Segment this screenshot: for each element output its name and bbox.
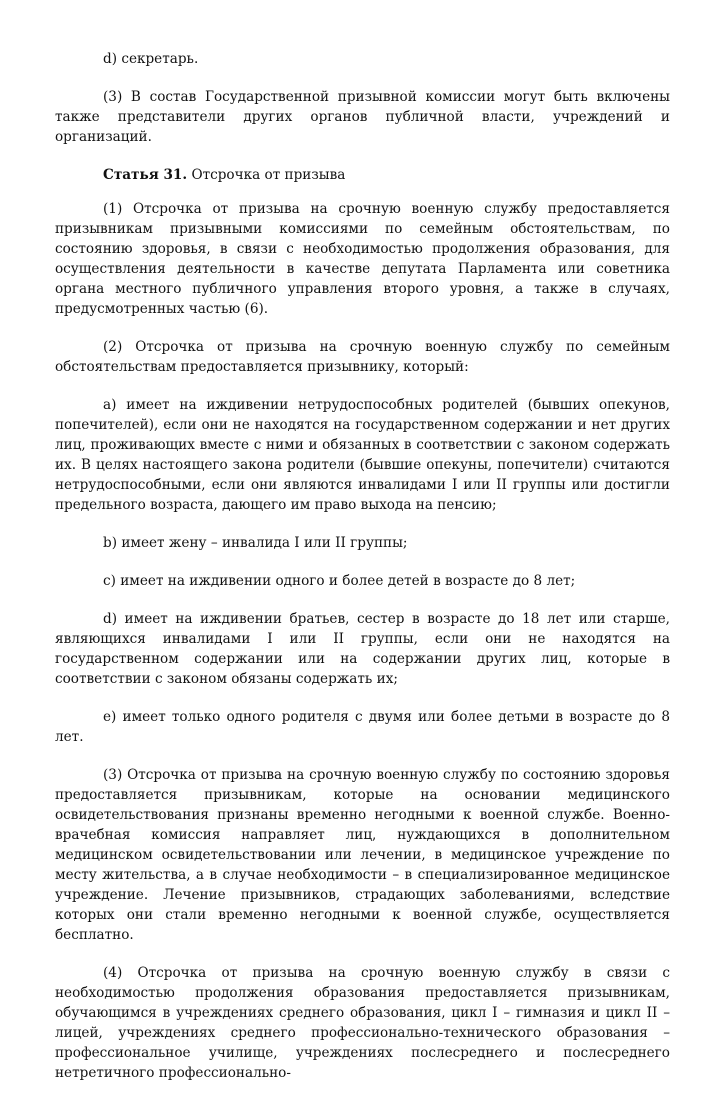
paragraph-item-b: b) имеет жену – инвалида I или II группы; <box>103 535 408 551</box>
paragraph-secretary: d) секретарь. <box>103 51 199 67</box>
document-page <box>55 49 670 1101</box>
paragraph-item-e: e) имеет только одного родителя с двумя или более детьми в возрасте до 8 лет. <box>55 709 670 745</box>
paragraph-item-d: d) имеет на иждивении братьев, сестер в возрасте до 18 лет или старше, являющихся инвалидами I или II группы, если они не находятся на государственном содержании или на содержании других лиц, которые в соответствии с законом обязаны содержать их; <box>55 611 670 687</box>
paragraph-family-circumstances: (2) Отсрочка от призыва на срочную военную службу по семейным обстоятельствам предоставляется призывнику, который: <box>55 339 670 375</box>
paragraph-commission-composition: (3) В состав Государственной призывной комиссии могут быть включены также представители других органов публичной власти, учреждений и организаций. <box>55 89 670 145</box>
paragraph-health-deferment: (3) Отсрочка от призыва на срочную военную службу по состоянию здоровья предоставляется призывникам, которые на основании медицинского освидетельствования признаны временно негодными к военной службе. Военно-врачебная комиссия направляет лиц, нуждающихся в дополнительном медицинском освидетельствовании или лечении, в медицинское учреждение по месту жительства, а в случае необходимости – в специализированное медицинское учреждение. Лечение призывников, страдающих заболеваниями, вследствие которых они стали временно негодными к военной службе, осуществляется бесплатно. <box>55 767 670 943</box>
paragraph-education-deferment: (4) Отсрочка от призыва на срочную военную службу в связи с необходимостью продолжения образования предоставляется призывникам, обучающимся в учреждениях среднего образования, цикл I – гимназия и цикл II – лицей, учреждениях среднего профессионально-технического образования – профессиональное училище, учреждениях послесреднего и послесреднего нетретичного профессионально- <box>55 965 670 1081</box>
article-number: Статья 31. <box>103 167 188 183</box>
article-heading <box>55 165 670 185</box>
paragraph-deferment-general: (1) Отсрочка от призыва на срочную военную службу предоставляется призывникам призывными комиссиями по семейным обстоятельствам, по состоянию здоровья, в связи с необходимостью продолжения образования, для осуществления деятельности в качестве депутата Парламента или советника органа местного публичного управления второго уровня, а также в случаях, предусмотренных частью (6). <box>55 201 670 317</box>
paragraph-item-c: c) имеет на иждивении одного и более детей в возрасте до 8 лет; <box>103 573 576 589</box>
article-subtitle: Отсрочка от призыва <box>187 167 346 183</box>
paragraph-item-a: a) имеет на иждивении нетрудоспособных родителей (бывших опекунов, попечителей), если они не находятся на государственном содержании и нет других лиц, проживающих вместе с ними и обязанных в соответствии с законом содержать их. В целях настоящего закона родители (бывшие опекуны, попечители) считаются нетрудоспособными, если они являются инвалидами I или II группы или достигли предельного возраста, дающего им право выхода на пенсию; <box>55 397 670 513</box>
